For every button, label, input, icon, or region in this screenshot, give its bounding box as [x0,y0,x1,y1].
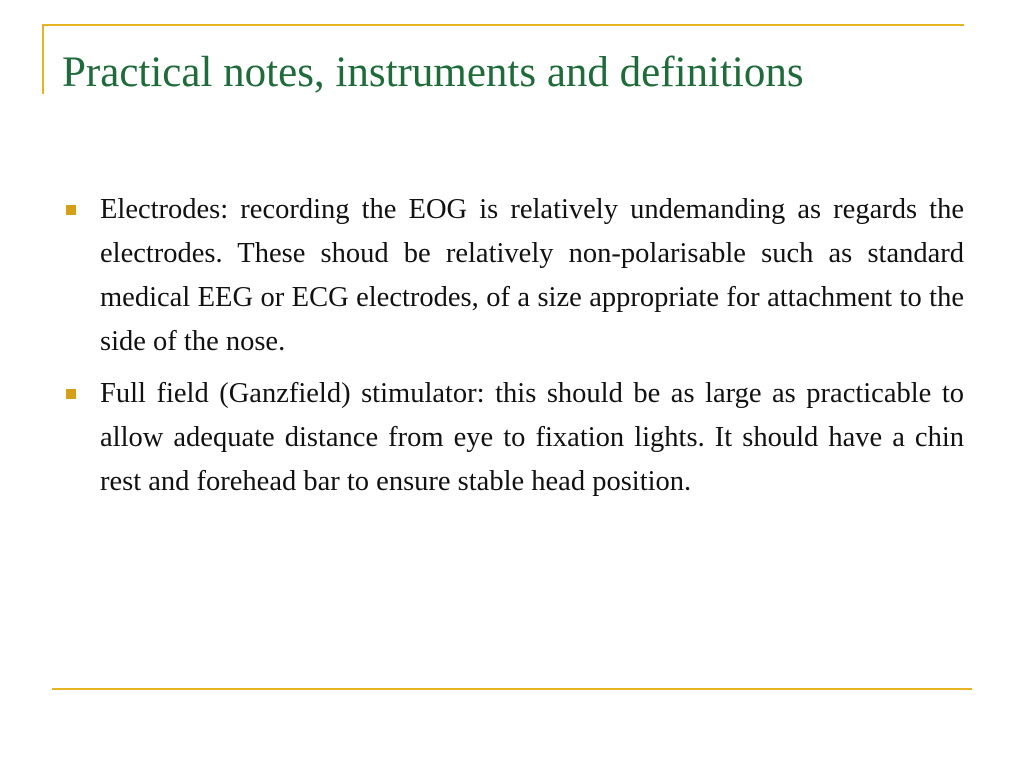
bullet-item-stimulator [62,372,964,504]
bullet-item-electrodes [62,188,964,364]
title-frame-top-rule [42,24,964,26]
title-frame-left-rule [42,24,44,94]
slide-title: Practical notes, instruments and definitions [62,49,804,96]
bullet-text: Full field (Ganzfield) stimulator: this should be as large as practicable to allow adequate distance from eye to fixation lights. It should have a chin rest and forehead bar to ensure stable head position. [100,378,964,497]
bullet-list [62,188,964,512]
bullet-text: Electrodes: recording the EOG is relatively undemanding as regards the electrodes. These shoud be relatively non-polarisable such as standard medical EEG or ECG electrodes, of a size appropriate for attachment to the side of the nose. [100,194,964,357]
footer-rule [52,688,972,690]
square-bullet-icon [66,389,76,399]
square-bullet-icon [66,205,76,215]
